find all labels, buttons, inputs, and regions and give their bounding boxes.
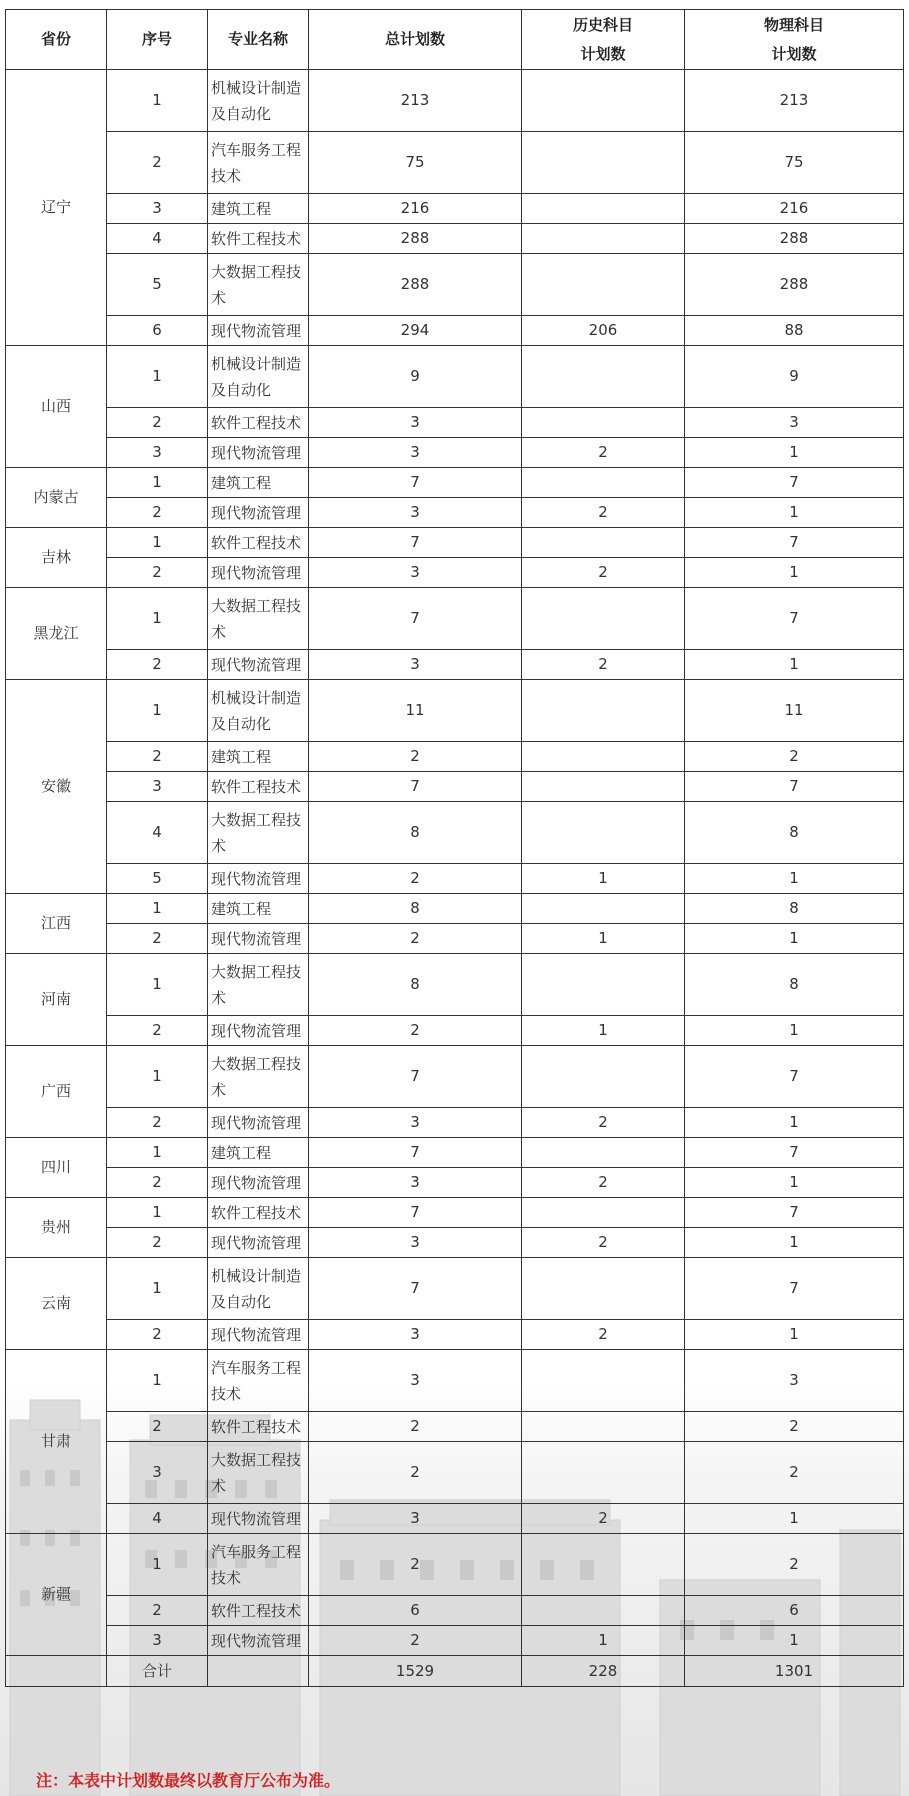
major-cell: 机械设计制造 及自动化 [208, 680, 309, 742]
major-cell: 软件工程技术 [208, 528, 309, 558]
history-cell: 2 [522, 438, 685, 468]
major-cell: 现代物流管理 [208, 316, 309, 346]
total-cell: 2 [309, 1412, 522, 1442]
major-cell: 大数据工程技 术 [208, 1046, 309, 1108]
physics-cell: 7 [685, 1258, 904, 1320]
table-row [6, 1108, 904, 1138]
history-cell: 2 [522, 650, 685, 680]
table-row [6, 346, 904, 408]
header-history: 历史科目 计划数 [522, 10, 685, 70]
total-cell: 288 [309, 254, 522, 316]
table-row [6, 1320, 904, 1350]
province-cell: 黑龙江 [6, 588, 107, 680]
major-cell: 现代物流管理 [208, 864, 309, 894]
history-cell: 2 [522, 1228, 685, 1258]
province-cell: 辽宁 [6, 70, 107, 346]
physics-cell: 7 [685, 1046, 904, 1108]
major-cell: 软件工程技术 [208, 1198, 309, 1228]
major-cell: 机械设计制造 及自动化 [208, 1258, 309, 1320]
index-cell: 1 [107, 1534, 208, 1596]
index-cell: 1 [107, 588, 208, 650]
history-cell [522, 1442, 685, 1504]
physics-cell: 1 [685, 558, 904, 588]
history-cell: 1 [522, 1016, 685, 1046]
table-row [6, 680, 904, 742]
province-cell: 新疆 [6, 1534, 107, 1656]
physics-cell: 1 [685, 1626, 904, 1656]
history-cell: 2 [522, 1108, 685, 1138]
table-row [6, 438, 904, 468]
total-cell: 216 [309, 194, 522, 224]
total-cell: 3 [309, 1228, 522, 1258]
index-cell: 1 [107, 346, 208, 408]
index-cell: 2 [107, 132, 208, 194]
table-row [6, 224, 904, 254]
index-cell: 2 [107, 1108, 208, 1138]
totals-history: 228 [522, 1656, 685, 1687]
table-row [6, 1016, 904, 1046]
table-row [6, 1198, 904, 1228]
history-cell: 206 [522, 316, 685, 346]
index-cell: 5 [107, 864, 208, 894]
table-row [6, 528, 904, 558]
footnote: 注：本表中计划数最终以教育厅公布为准。 [36, 1771, 341, 1790]
table-row [6, 1228, 904, 1258]
table-row [6, 802, 904, 864]
index-cell: 1 [107, 680, 208, 742]
total-cell: 2 [309, 1626, 522, 1656]
major-cell: 软件工程技术 [208, 224, 309, 254]
table-row [6, 894, 904, 924]
major-cell: 软件工程技术 [208, 772, 309, 802]
table-row [6, 1412, 904, 1442]
major-cell: 机械设计制造 及自动化 [208, 70, 309, 132]
index-cell: 2 [107, 1168, 208, 1198]
major-cell: 现代物流管理 [208, 1228, 309, 1258]
physics-cell: 2 [685, 1534, 904, 1596]
physics-cell: 7 [685, 468, 904, 498]
physics-cell: 7 [685, 772, 904, 802]
total-cell: 3 [309, 1350, 522, 1412]
physics-cell: 3 [685, 1350, 904, 1412]
history-cell [522, 742, 685, 772]
history-cell [522, 1596, 685, 1626]
total-cell: 2 [309, 924, 522, 954]
major-cell: 现代物流管理 [208, 1168, 309, 1198]
table-row [6, 408, 904, 438]
total-cell: 8 [309, 894, 522, 924]
total-cell: 2 [309, 1534, 522, 1596]
table-row [6, 316, 904, 346]
table-row [6, 1350, 904, 1412]
total-cell: 75 [309, 132, 522, 194]
history-cell [522, 1198, 685, 1228]
history-cell: 1 [522, 924, 685, 954]
province-cell: 河南 [6, 954, 107, 1046]
physics-cell: 288 [685, 254, 904, 316]
major-cell: 现代物流管理 [208, 924, 309, 954]
header-physics: 物理科目 计划数 [685, 10, 904, 70]
table-row [6, 194, 904, 224]
physics-cell: 11 [685, 680, 904, 742]
major-cell: 大数据工程技 术 [208, 254, 309, 316]
table-body [6, 70, 904, 1656]
header-major: 专业名称 [208, 10, 309, 70]
physics-cell: 1 [685, 498, 904, 528]
total-cell: 3 [309, 1320, 522, 1350]
physics-cell: 1 [685, 1108, 904, 1138]
history-cell [522, 954, 685, 1016]
history-cell [522, 254, 685, 316]
index-cell: 2 [107, 1320, 208, 1350]
total-cell: 3 [309, 558, 522, 588]
province-cell: 四川 [6, 1138, 107, 1198]
history-cell: 1 [522, 1626, 685, 1656]
history-cell [522, 680, 685, 742]
history-cell [522, 1350, 685, 1412]
total-cell: 2 [309, 742, 522, 772]
index-cell: 1 [107, 1138, 208, 1168]
index-cell: 2 [107, 650, 208, 680]
total-cell: 7 [309, 588, 522, 650]
history-cell [522, 1138, 685, 1168]
physics-cell: 3 [685, 408, 904, 438]
total-cell: 294 [309, 316, 522, 346]
history-cell [522, 1046, 685, 1108]
table-row [6, 1442, 904, 1504]
history-cell: 2 [522, 1168, 685, 1198]
table-row [6, 1504, 904, 1534]
major-cell: 现代物流管理 [208, 1108, 309, 1138]
index-cell: 2 [107, 924, 208, 954]
index-cell: 3 [107, 194, 208, 224]
major-cell: 现代物流管理 [208, 1320, 309, 1350]
index-cell: 1 [107, 894, 208, 924]
total-cell: 288 [309, 224, 522, 254]
major-cell: 机械设计制造 及自动化 [208, 346, 309, 408]
header-index: 序号 [107, 10, 208, 70]
major-cell: 现代物流管理 [208, 1504, 309, 1534]
physics-cell: 2 [685, 1412, 904, 1442]
index-cell: 5 [107, 254, 208, 316]
physics-cell: 1 [685, 1016, 904, 1046]
index-cell: 4 [107, 802, 208, 864]
physics-cell: 1 [685, 1320, 904, 1350]
total-cell: 7 [309, 528, 522, 558]
total-cell: 2 [309, 864, 522, 894]
header-row [6, 10, 904, 70]
major-cell: 建筑工程 [208, 894, 309, 924]
history-cell [522, 132, 685, 194]
total-cell: 3 [309, 1504, 522, 1534]
physics-cell: 7 [685, 588, 904, 650]
physics-cell: 1 [685, 1168, 904, 1198]
index-cell: 2 [107, 408, 208, 438]
total-cell: 3 [309, 1168, 522, 1198]
table-row [6, 864, 904, 894]
index-cell: 2 [107, 1596, 208, 1626]
index-cell: 2 [107, 742, 208, 772]
history-cell [522, 408, 685, 438]
major-cell: 现代物流管理 [208, 558, 309, 588]
major-cell: 现代物流管理 [208, 1016, 309, 1046]
table-row [6, 1258, 904, 1320]
table-row [6, 1046, 904, 1108]
index-cell: 4 [107, 224, 208, 254]
table-row [6, 742, 904, 772]
total-cell: 8 [309, 954, 522, 1016]
index-cell: 1 [107, 528, 208, 558]
index-cell: 3 [107, 1626, 208, 1656]
physics-cell: 8 [685, 894, 904, 924]
index-cell: 4 [107, 1504, 208, 1534]
major-cell: 软件工程技术 [208, 1596, 309, 1626]
physics-cell: 6 [685, 1596, 904, 1626]
index-cell: 6 [107, 316, 208, 346]
major-cell: 现代物流管理 [208, 498, 309, 528]
history-cell [522, 528, 685, 558]
table-row [6, 772, 904, 802]
physics-cell: 288 [685, 224, 904, 254]
index-cell: 1 [107, 1198, 208, 1228]
history-cell: 1 [522, 864, 685, 894]
physics-cell: 2 [685, 1442, 904, 1504]
major-cell: 软件工程技术 [208, 1412, 309, 1442]
major-cell: 现代物流管理 [208, 438, 309, 468]
physics-cell: 2 [685, 742, 904, 772]
major-cell: 现代物流管理 [208, 1626, 309, 1656]
index-cell: 1 [107, 1258, 208, 1320]
history-cell: 2 [522, 558, 685, 588]
index-cell: 3 [107, 1442, 208, 1504]
history-cell [522, 1412, 685, 1442]
total-cell: 7 [309, 772, 522, 802]
history-cell: 2 [522, 498, 685, 528]
major-cell: 大数据工程技 术 [208, 588, 309, 650]
major-cell: 汽车服务工程 技术 [208, 132, 309, 194]
index-cell: 1 [107, 1046, 208, 1108]
total-cell: 7 [309, 1046, 522, 1108]
table-row [6, 1534, 904, 1596]
history-cell [522, 1534, 685, 1596]
physics-cell: 216 [685, 194, 904, 224]
physics-cell: 1 [685, 1228, 904, 1258]
table-row [6, 954, 904, 1016]
physics-cell: 213 [685, 70, 904, 132]
physics-cell: 88 [685, 316, 904, 346]
total-cell: 8 [309, 802, 522, 864]
table-row [6, 468, 904, 498]
major-cell: 大数据工程技 术 [208, 1442, 309, 1504]
total-cell: 2 [309, 1442, 522, 1504]
index-cell: 3 [107, 772, 208, 802]
physics-cell: 1 [685, 438, 904, 468]
index-cell: 2 [107, 498, 208, 528]
major-cell: 建筑工程 [208, 468, 309, 498]
index-cell: 1 [107, 954, 208, 1016]
province-cell: 安徽 [6, 680, 107, 894]
physics-cell: 1 [685, 650, 904, 680]
table-row [6, 1138, 904, 1168]
table-row [6, 558, 904, 588]
history-cell [522, 772, 685, 802]
total-cell: 3 [309, 438, 522, 468]
province-cell: 甘肃 [6, 1350, 107, 1534]
header-total: 总计划数 [309, 10, 522, 70]
totals-empty-cell [208, 1656, 309, 1687]
totals-physics: 1301 [685, 1656, 904, 1687]
history-cell [522, 1258, 685, 1320]
major-cell: 建筑工程 [208, 1138, 309, 1168]
physics-cell: 75 [685, 132, 904, 194]
physics-cell: 8 [685, 802, 904, 864]
major-cell: 大数据工程技 术 [208, 954, 309, 1016]
major-cell: 现代物流管理 [208, 650, 309, 680]
physics-cell: 7 [685, 1198, 904, 1228]
total-cell: 9 [309, 346, 522, 408]
table-row [6, 650, 904, 680]
table-row [6, 1596, 904, 1626]
major-cell: 大数据工程技 术 [208, 802, 309, 864]
physics-cell: 9 [685, 346, 904, 408]
table-row [6, 924, 904, 954]
history-cell [522, 224, 685, 254]
total-cell: 7 [309, 468, 522, 498]
totals-row [6, 1656, 904, 1687]
index-cell: 2 [107, 1016, 208, 1046]
table-row [6, 498, 904, 528]
history-cell [522, 588, 685, 650]
history-cell [522, 346, 685, 408]
table-row [6, 254, 904, 316]
table-row [6, 132, 904, 194]
province-cell: 贵州 [6, 1198, 107, 1258]
totals-total: 1529 [309, 1656, 522, 1687]
header-province: 省份 [6, 10, 107, 70]
physics-cell: 7 [685, 1138, 904, 1168]
index-cell: 1 [107, 468, 208, 498]
province-cell: 吉林 [6, 528, 107, 588]
province-cell: 云南 [6, 1258, 107, 1350]
index-cell: 2 [107, 1412, 208, 1442]
total-cell: 7 [309, 1138, 522, 1168]
history-cell [522, 194, 685, 224]
province-cell: 广西 [6, 1046, 107, 1138]
history-cell [522, 894, 685, 924]
province-cell: 山西 [6, 346, 107, 468]
total-cell: 6 [309, 1596, 522, 1626]
province-cell: 内蒙古 [6, 468, 107, 528]
major-cell: 汽车服务工程 技术 [208, 1350, 309, 1412]
major-cell: 建筑工程 [208, 194, 309, 224]
history-cell: 2 [522, 1320, 685, 1350]
province-cell: 江西 [6, 894, 107, 954]
table-row [6, 70, 904, 132]
history-cell [522, 468, 685, 498]
totals-empty-cell [6, 1656, 107, 1687]
physics-cell: 7 [685, 528, 904, 558]
history-cell: 2 [522, 1504, 685, 1534]
index-cell: 1 [107, 1350, 208, 1412]
physics-cell: 1 [685, 864, 904, 894]
history-cell [522, 70, 685, 132]
enrollment-plan-table [5, 9, 904, 1687]
major-cell: 软件工程技术 [208, 408, 309, 438]
index-cell: 3 [107, 438, 208, 468]
total-cell: 3 [309, 1108, 522, 1138]
index-cell: 2 [107, 558, 208, 588]
total-cell: 3 [309, 498, 522, 528]
total-cell: 3 [309, 650, 522, 680]
total-cell: 11 [309, 680, 522, 742]
index-cell: 1 [107, 70, 208, 132]
total-cell: 213 [309, 70, 522, 132]
table-row [6, 1168, 904, 1198]
physics-cell: 8 [685, 954, 904, 1016]
totals-label: 合计 [107, 1656, 208, 1687]
major-cell: 汽车服务工程 技术 [208, 1534, 309, 1596]
total-cell: 7 [309, 1258, 522, 1320]
physics-cell: 1 [685, 924, 904, 954]
total-cell: 3 [309, 408, 522, 438]
index-cell: 2 [107, 1228, 208, 1258]
total-cell: 7 [309, 1198, 522, 1228]
table-row [6, 588, 904, 650]
physics-cell: 1 [685, 1504, 904, 1534]
major-cell: 建筑工程 [208, 742, 309, 772]
table-row [6, 1626, 904, 1656]
history-cell [522, 802, 685, 864]
total-cell: 2 [309, 1016, 522, 1046]
